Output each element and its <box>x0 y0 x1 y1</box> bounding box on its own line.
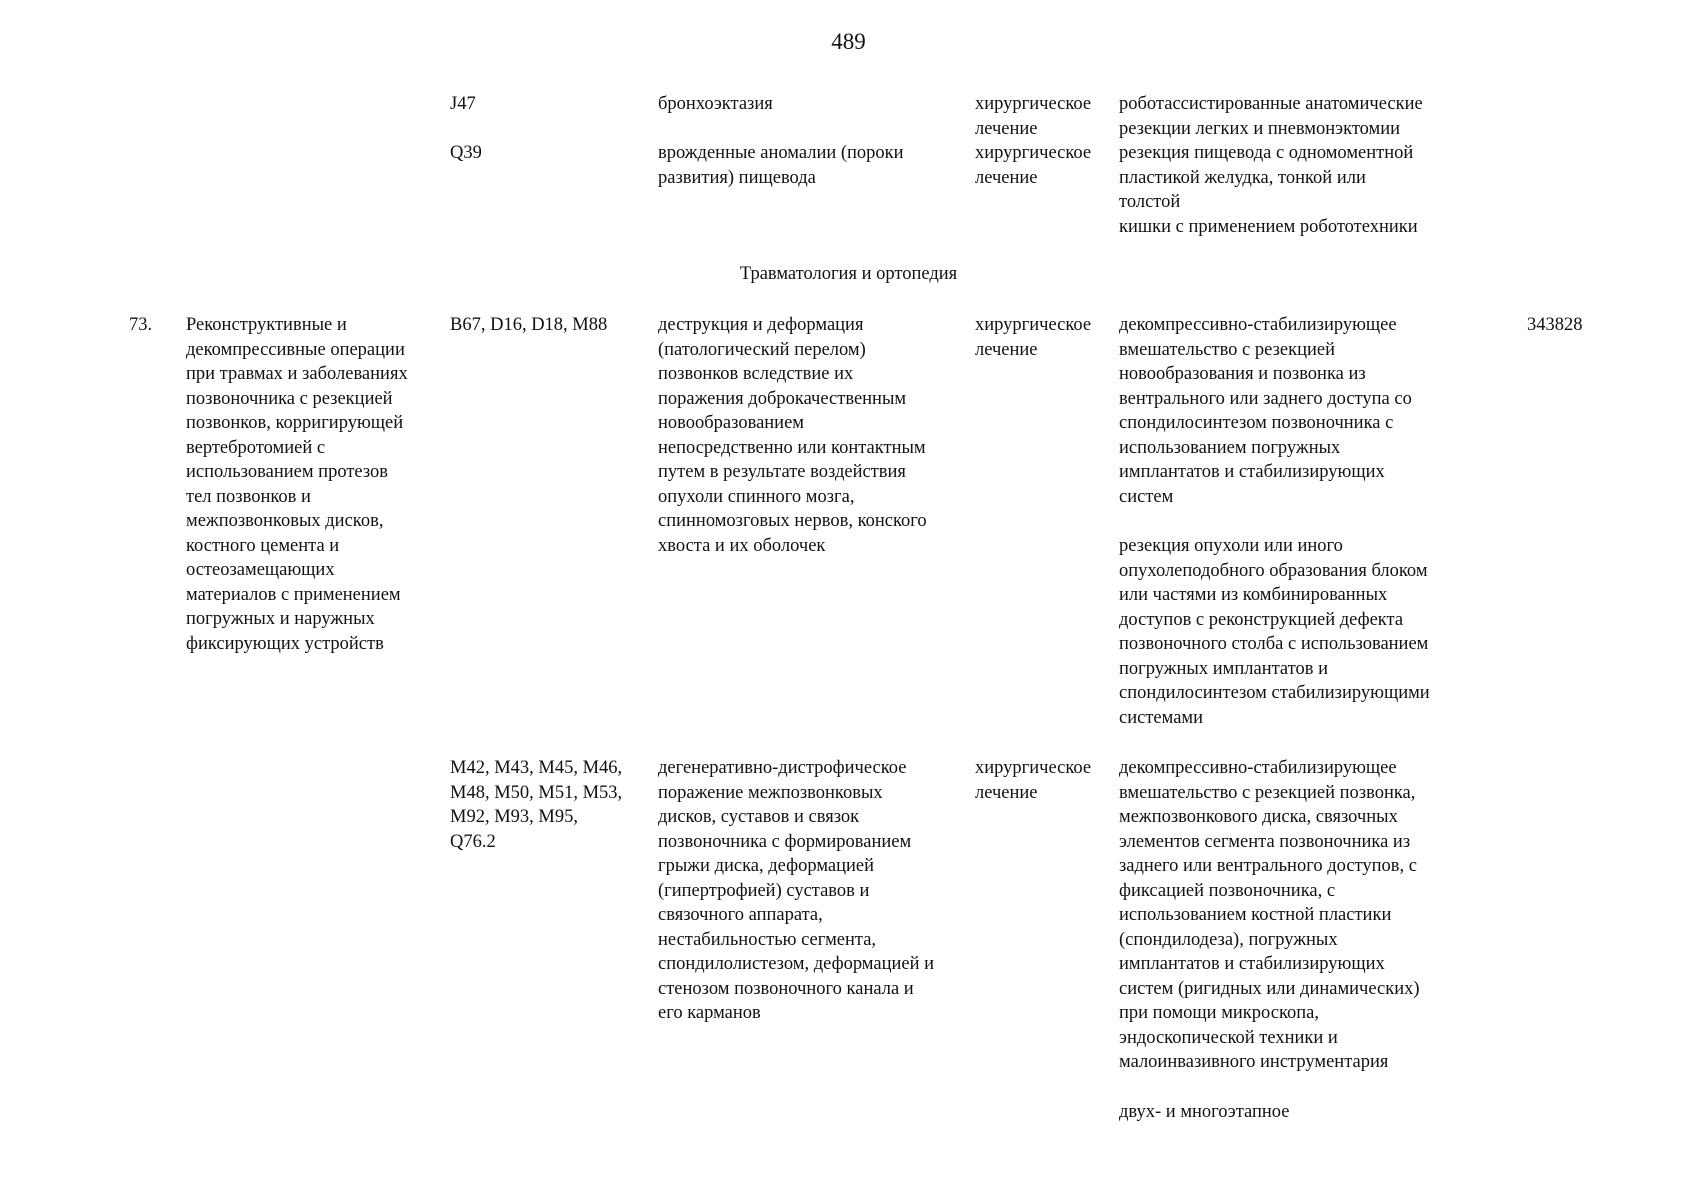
row-73-code: B67, D16, D18, M88 <box>450 315 608 335</box>
row-73-name: Реконструктивные и декомпрессивные операции при травмах и заболеваниях позвоночника с резекцией позвонков, корригирующей вертебротомией с использованием протезов тел позвонков и межпозвонковых дисков, костного цемента и остеозамещающих материалов с применением погружных и наружных фиксирующих устройств <box>186 315 408 654</box>
row-m42-treatment: хирургическое лечение <box>975 758 1092 803</box>
row-73-treatment: хирургическое лечение <box>975 315 1092 360</box>
row-73-cost: 343828 <box>1527 315 1583 335</box>
row-j47-code: J47 <box>450 94 476 114</box>
row-q39-treatment: хирургическое лечение <box>975 143 1092 188</box>
row-j47-treatment: хирургическое лечение <box>975 94 1092 139</box>
row-73-number: 73. <box>129 315 153 335</box>
row-73-diagnosis: деструкция и деформация (патологический перелом) позвонков вследствие их поражения доброкачественным новообразованием непосредственно или контактным путем в результате воздействия опухоли спинного мозга, спинномозговых нервов, конского хвоста и их оболочек <box>658 315 927 556</box>
row-q39-method: резекция пищевода с одномоментной пластикой желудка, тонкой или толстой кишки с применением робототехники <box>1119 143 1418 237</box>
row-j47-diagnosis: бронхоэктазия <box>658 94 773 114</box>
page-number: 489 <box>831 29 866 54</box>
row-73-method-1: декомпрессивно-стабилизирующее вмешательство с резекцией новообразования и позвонка из вентрального или заднего доступа со спондилосинтезом позвоночника с использованием погружных имплантатов и стабилизирующих систем <box>1119 315 1412 507</box>
row-73-method-2: резекция опухоли или иного опухолеподобного образования блоком или частями из комбинированных доступов с реконструкцией дефекта позвоночного столба с использованием погружных имплантатов и спондилосинтезом стабилизирующими системами <box>1119 536 1430 728</box>
row-q39-code: Q39 <box>450 143 482 163</box>
section-heading: Травматология и ортопедия <box>739 264 958 284</box>
row-m42-method-2: двух- и многоэтапное <box>1119 1102 1290 1122</box>
row-m42-method-1: декомпрессивно-стабилизирующее вмешательство с резекцией позвонка, межпозвонкового диска, связочных элементов сегмента позвоночника из заднего или вентрального доступов, с фиксацией позвоночника, с использованием костной пластики (спондилодеза), погружных имплантатов и стабилизирующих систем (ригидных или динамических) при помощи микроскопа, эндоскопической техники и малоинвазивного инструментария <box>1119 758 1420 1072</box>
row-q39-diagnosis: врожденные аномалии (пороки развития) пищевода <box>658 143 904 188</box>
row-m42-code: M42, M43, M45, M46, M48, M50, M51, M53, M92, M93, M95, Q76.2 <box>450 758 623 852</box>
row-m42-diagnosis: дегенеративно-дистрофическое поражение межпозвонковых дисков, суставов и связок позвоночника с формированием грыжи диска, деформацией (гипертрофией) суставов и связочного аппарата, нестабильностью сегмента, спондилолистезом, деформацией и стенозом позвоночного канала и его карманов <box>658 758 935 1023</box>
row-j47-method: роботассистированные анатомические резекции легких и пневмонэктомии <box>1119 94 1423 139</box>
